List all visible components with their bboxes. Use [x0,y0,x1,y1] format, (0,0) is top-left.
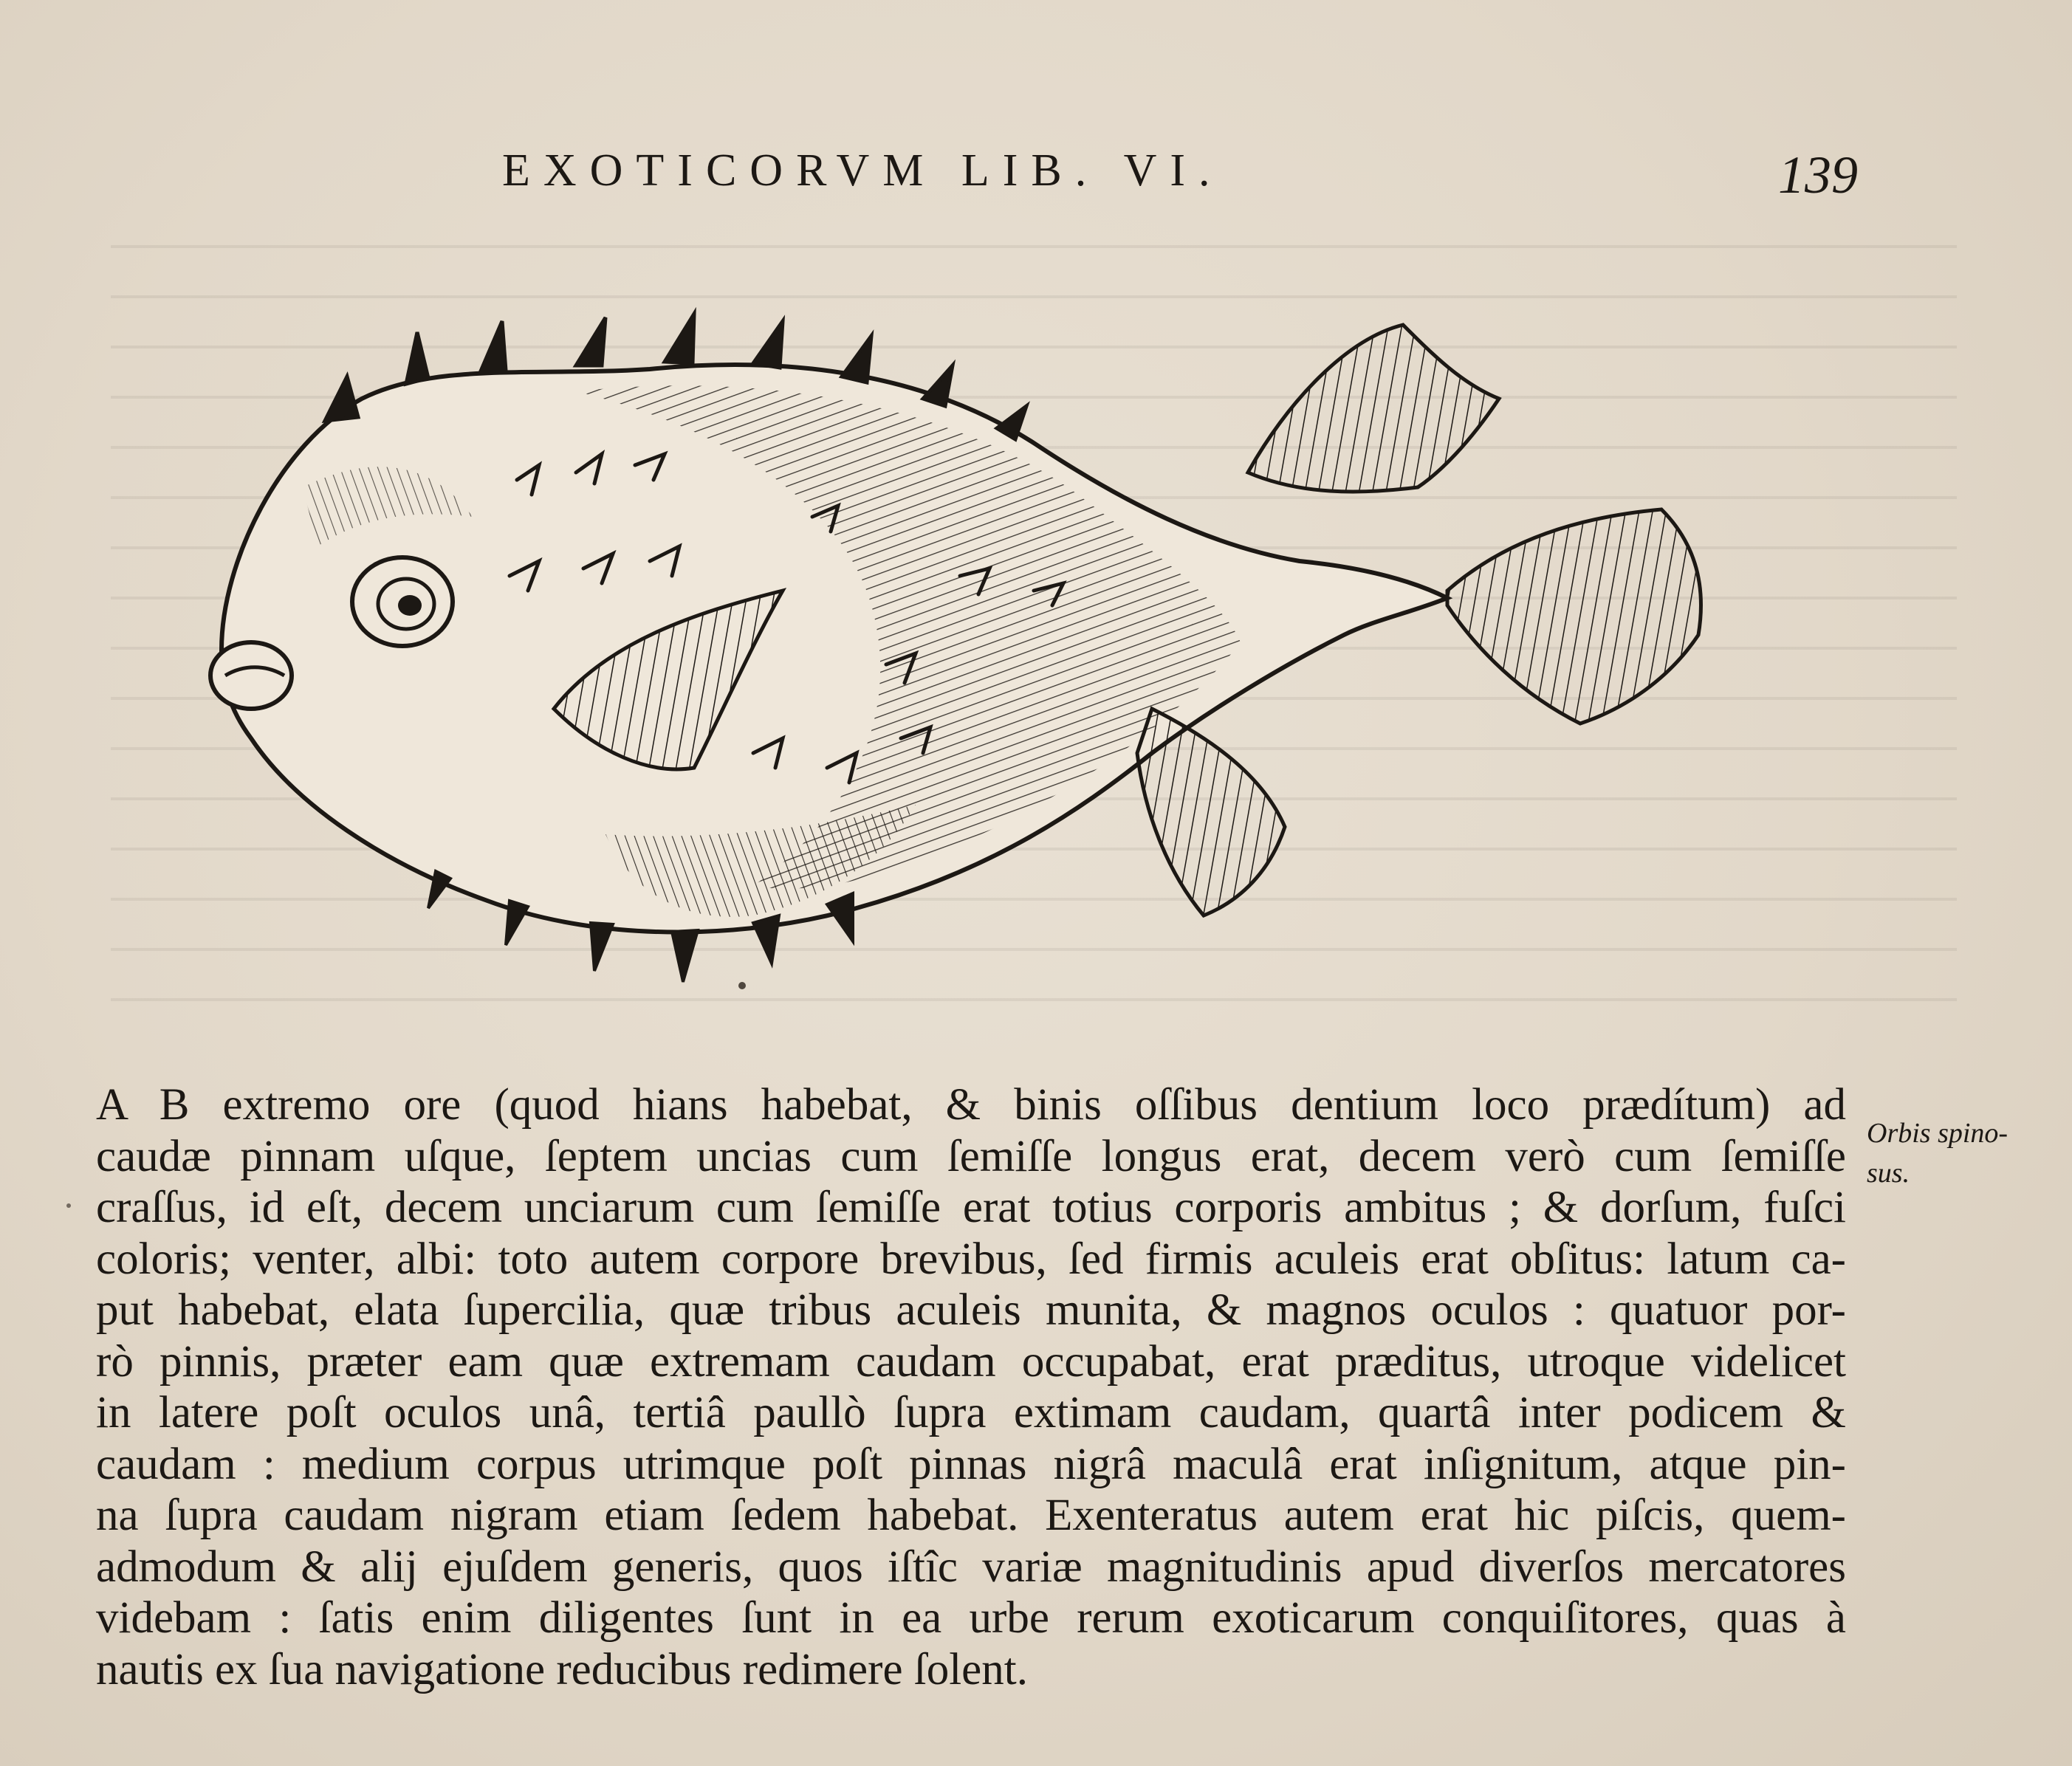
text-line: rò pinnis, præter eam quæ extremam caudam occupabat, erat præditus, utroque videlicet [96,1336,1846,1387]
page-number: 139 [1778,145,1858,205]
text-line: coloris; venter, albi: toto autem corpore brevibus, ſed firmis aculeis erat obſitus: latum ca- [96,1234,1846,1284]
body-paragraph [96,1079,1846,1695]
text-line: put habebat, elata ſupercilia, quæ tribus aculeis munita, & magnos oculos : quatuor por- [96,1285,1846,1335]
fish-eye [352,557,453,646]
fish-mouth [210,642,292,709]
running-title: EXOTICORVM LIB. VI. [502,145,1224,196]
text-line: craſſus, id eſt, decem unciarum cum ſemiſſe erat totius corporis ambitus ; & dorſum, fuſci [96,1183,1846,1232]
text-line: admodum & alij ejuſdem generis, quos iſtîc variæ magnitudinis apud diverſos mercatores [96,1542,1846,1592]
text-line: caudæ pinnam uſque, ſeptem uncias cum ſemiſſe longus erat, decem verò cum ſemiſſe [96,1131,1846,1181]
anal-fin [1137,709,1285,915]
text-line: A B extremo ore (quod hians habebat, & binis oſſibus dentium loco prædítum) ad [96,1080,1846,1130]
text-line: na ſupra caudam nigram etiam ſedem habebat. Exenteratus autem erat hic piſcis, quem- [96,1491,1846,1540]
text-line: nautis ex ſua navigatione reducibus redimere ſolent. [96,1644,1028,1694]
text-line: caudam : medium corpus utrimque poſt pinnas nigrâ maculâ erat inſignitum, atque pin- [96,1439,1846,1489]
text-line: videbam : ſatis enim diligentes ſunt in ea urbe rerum exoticarum conquiſitores, quas à [96,1593,1846,1643]
tail-fin [1447,509,1701,724]
marginal-note [1867,1113,2051,1193]
fish-woodcut-illustration [192,295,1743,997]
text-line: in latere poſt oculos unâ, tertiâ paullò ſupra extimam caudam, quartâ inter podicem & [96,1388,1846,1437]
paper-spot [66,1203,71,1208]
marginal-note-line: sus. [1867,1158,1910,1189]
marginal-note-line: Orbis spino- [1867,1118,2008,1149]
dorsal-fin [1248,325,1499,492]
